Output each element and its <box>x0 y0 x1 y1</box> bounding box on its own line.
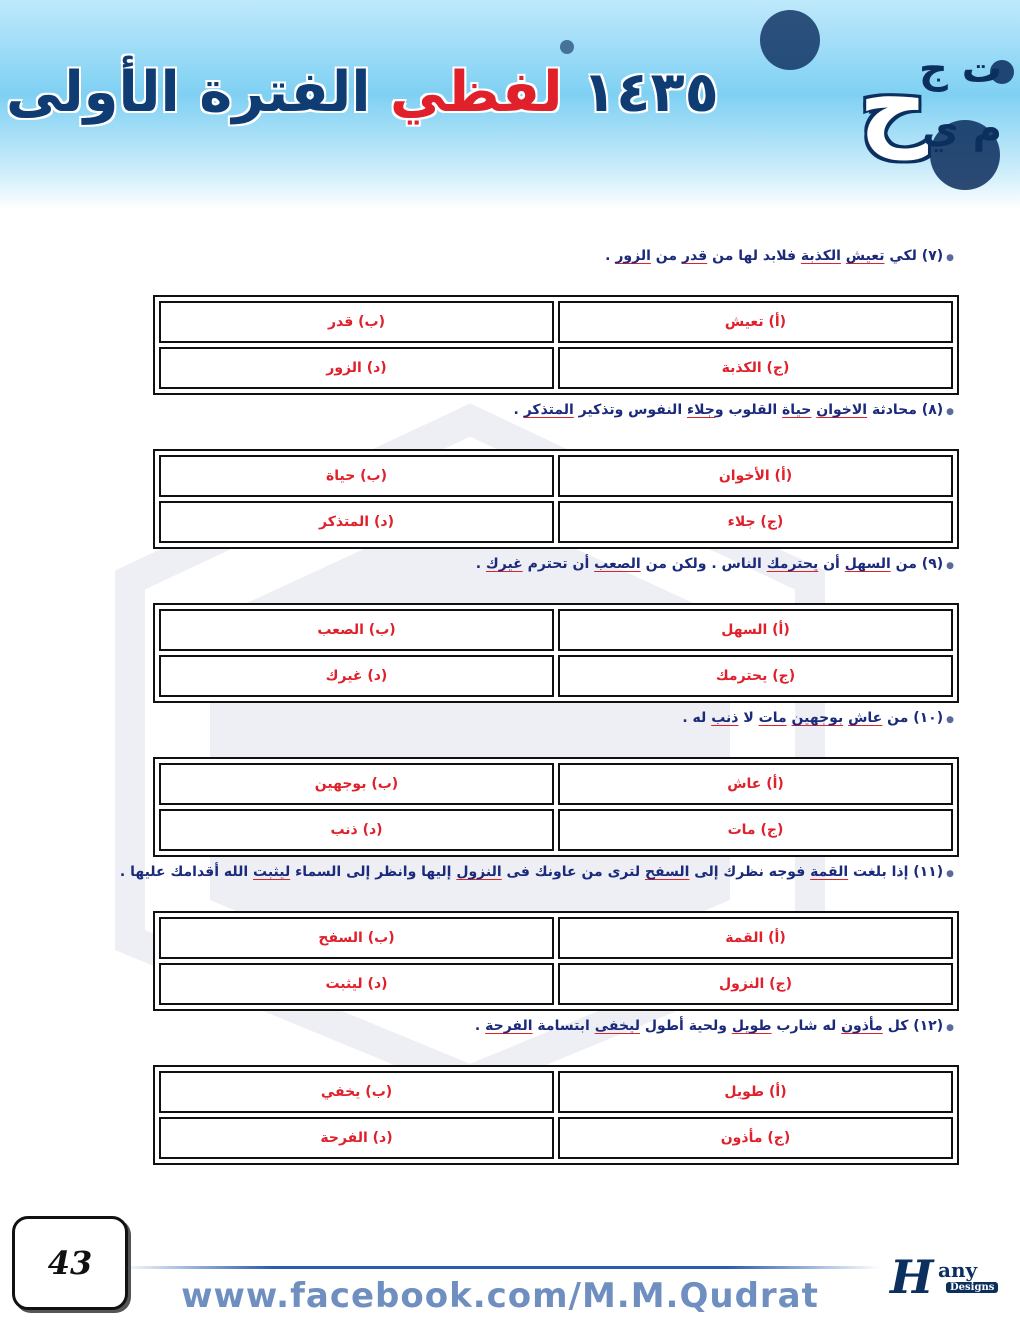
question-fragment: . <box>475 556 486 572</box>
brand-subtitle: Designs <box>946 1282 998 1293</box>
question-fragment: القلوب و <box>714 402 783 418</box>
question-fragment: أن <box>818 556 845 572</box>
underlined-word: الكذبة <box>800 248 841 264</box>
bullet-icon: ● <box>946 869 954 879</box>
option-a[interactable]: (أ) تعيش <box>558 301 953 343</box>
options-row <box>159 917 953 959</box>
question-fragment: ابتسامة <box>532 1018 595 1034</box>
question-fragment: (١١) إذا بلغت <box>848 864 944 880</box>
option-b[interactable]: (ب) الصعب <box>159 609 554 651</box>
underlined-word: الفرحة <box>485 1018 533 1034</box>
question-text <box>476 556 954 572</box>
options-table <box>153 1065 959 1165</box>
bullet-icon: ● <box>946 253 954 263</box>
options-row <box>159 501 953 543</box>
underlined-word: يحترمك <box>766 556 819 572</box>
question-fragment: . <box>605 248 616 264</box>
option-d[interactable]: (د) غيرك <box>159 655 554 697</box>
option-d[interactable]: (د) ليثبت <box>159 963 554 1005</box>
header-title-year: ١٤٣٥ <box>582 60 719 125</box>
ink-splash <box>560 40 574 54</box>
option-a[interactable]: (أ) القمة <box>558 917 953 959</box>
question-fragment: (٩) من <box>890 556 944 572</box>
option-c[interactable]: (ج) النزول <box>558 963 953 1005</box>
option-b[interactable]: (ب) يخفي <box>159 1071 554 1113</box>
options-row <box>159 455 953 497</box>
question-text <box>514 402 954 418</box>
options-row <box>159 301 953 343</box>
question-fragment: إليها وانظر إلى السماء <box>290 864 457 880</box>
option-c[interactable]: (ج) مات <box>558 809 953 851</box>
options-row <box>159 963 953 1005</box>
underlined-word: طويل <box>731 1018 772 1034</box>
underlined-word: جلاء <box>687 402 715 418</box>
underlined-word: قدر <box>681 248 708 264</box>
option-a[interactable]: (أ) عاش <box>558 763 953 805</box>
brand-initial: H <box>890 1250 934 1304</box>
option-b[interactable]: (ب) السفح <box>159 917 554 959</box>
underlined-word: تعيش <box>845 248 885 264</box>
option-a[interactable]: (أ) السهل <box>558 609 953 651</box>
option-b[interactable]: (ب) حياة <box>159 455 554 497</box>
options-table <box>153 911 959 1011</box>
underlined-word: حياة <box>782 402 812 418</box>
option-d[interactable]: (د) الزور <box>159 347 554 389</box>
option-b[interactable]: (ب) قدر <box>159 301 554 343</box>
option-a[interactable]: (أ) طويل <box>558 1071 953 1113</box>
bullet-icon: ● <box>946 715 954 725</box>
underlined-word: الزور <box>615 248 651 264</box>
question-fragment: فوجه نظرك إلى <box>689 864 811 880</box>
question-text <box>682 710 954 726</box>
question-text <box>120 864 954 880</box>
option-c[interactable]: (ج) جلاء <box>558 501 953 543</box>
header-title-period: الفترة الأولى <box>6 60 371 125</box>
question-fragment: (١٠) من <box>882 710 944 726</box>
logo-top-letters: ت ج <box>919 46 1002 92</box>
question-text <box>475 1018 954 1034</box>
question-fragment: (٧) لكي <box>884 248 944 264</box>
page-number: 43 <box>12 1216 128 1310</box>
option-d[interactable]: (د) ذنب <box>159 809 554 851</box>
underlined-word: القمة <box>810 864 849 880</box>
question-fragment: (١٢) كل <box>882 1018 944 1034</box>
underlined-word: عاش <box>848 710 883 726</box>
brand-name: any <box>938 1258 978 1282</box>
options-row <box>159 763 953 805</box>
logo-main-letter: ح <box>858 48 928 160</box>
options-row <box>159 609 953 651</box>
logo-bottom-letters: م ي <box>922 106 1002 152</box>
options-table <box>153 295 959 395</box>
header-title-highlight: لفظي <box>390 60 563 125</box>
question-fragment: أن تحترم <box>522 556 595 572</box>
footer-divider <box>120 1266 880 1269</box>
brand-logo <box>890 1250 1000 1304</box>
option-c[interactable]: (ج) مأذون <box>558 1117 953 1159</box>
bullet-icon: ● <box>946 561 954 571</box>
option-c[interactable]: (ج) يحترمك <box>558 655 953 697</box>
options-row <box>159 809 953 851</box>
question-fragment: من <box>650 248 682 264</box>
underlined-word: السفح <box>644 864 690 880</box>
options-row <box>159 347 953 389</box>
question-text <box>605 248 954 264</box>
question-fragment: لترى من عاونك فى <box>501 864 645 880</box>
underlined-word: ذنب <box>711 710 739 726</box>
options-row <box>159 1071 953 1113</box>
underlined-word: الصعب <box>594 556 641 572</box>
question-fragment: فلابد لها من <box>707 248 801 264</box>
header-title <box>6 60 719 125</box>
question-fragment: الله أقدامك عليها . <box>119 864 254 880</box>
underlined-word: مات <box>758 710 787 726</box>
question-fragment: لا <box>738 710 759 726</box>
underlined-word: المتذكر <box>523 402 574 418</box>
question-fragment: ولحية أطول <box>640 1018 732 1034</box>
option-d[interactable]: (د) الفرحة <box>159 1117 554 1159</box>
underlined-word: النزول <box>456 864 502 880</box>
option-c[interactable]: (ج) الكذبة <box>558 347 953 389</box>
option-a[interactable]: (أ) الأخوان <box>558 455 953 497</box>
header-banner <box>0 0 1020 210</box>
bullet-icon: ● <box>946 407 954 417</box>
options-table <box>153 449 959 549</box>
question-fragment: النفوس وتذكير <box>573 402 687 418</box>
underlined-word: مأذون <box>841 1018 883 1034</box>
question-fragment: الناس . ولكن من <box>640 556 767 572</box>
option-b[interactable]: (ب) بوجهين <box>159 763 554 805</box>
bullet-icon: ● <box>946 1023 954 1033</box>
options-row <box>159 655 953 697</box>
question-fragment: . <box>474 1018 486 1034</box>
question-fragment: له . <box>682 710 712 726</box>
underlined-word: السهل <box>844 556 891 572</box>
footer-url: www.facebook.com/M.M.Qudrat <box>181 1276 819 1316</box>
underlined-word: الاخوان <box>816 402 868 418</box>
options-row <box>159 1117 953 1159</box>
underlined-word: بوجهين <box>791 710 844 726</box>
underlined-word: ليخفى <box>594 1018 641 1034</box>
option-d[interactable]: (د) المتذكر <box>159 501 554 543</box>
question-fragment: (٨) محادثة <box>867 402 944 418</box>
question-fragment: . <box>513 402 524 418</box>
header-logo <box>786 28 1006 188</box>
options-table <box>153 603 959 703</box>
question-fragment: له شارب <box>771 1018 842 1034</box>
underlined-word: غيرك <box>485 556 523 572</box>
underlined-word: ليثبت <box>253 864 291 880</box>
options-table <box>153 757 959 857</box>
